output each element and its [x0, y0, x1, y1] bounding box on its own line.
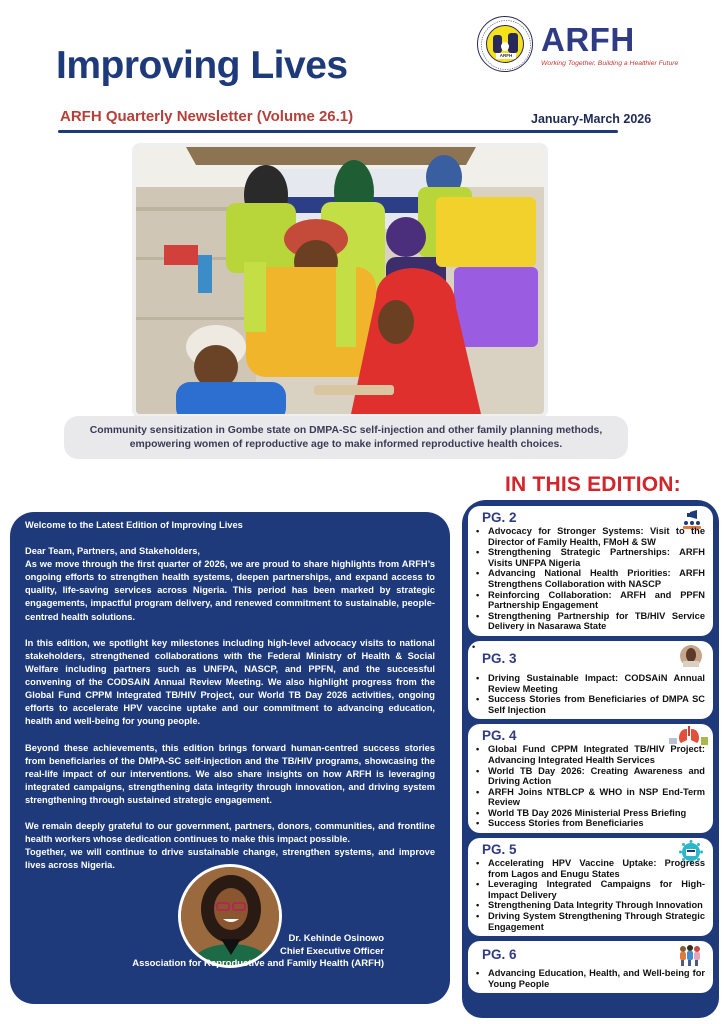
toc-item[interactable]: • Global Fund CPPM Integrated TB/HIV Project: Advancing Integrated Health Services — [474, 744, 705, 765]
toc-page-label: PG. 5 — [482, 842, 517, 858]
toc-item[interactable]: • Driving Sustainable Impact: CODSAiN Annual Review Meeting — [474, 673, 705, 694]
signature-block — [132, 933, 384, 971]
table-of-contents — [462, 500, 719, 1018]
header-divider — [58, 130, 618, 133]
welcome-paragraph: We remain deeply grateful to our government, partners, donors, communities, and frontline health workers whose dedication continues to make this impact possible. — [25, 821, 435, 845]
toc-item[interactable]: • ARFH Joins NTBLCP & WHO in NSP End-Term Review — [474, 787, 705, 808]
photo-caption: Community sensitization in Gombe state on DMPA-SC self-injection and other family planning methods, empowering women of reproductive age to make informed reproductive health choices. — [64, 416, 628, 459]
toc-item[interactable]: • Strengthening Strategic Partnerships: ARFH Visits UNFPA Nigeria — [474, 547, 705, 568]
toc-section-pg5[interactable] — [468, 838, 713, 936]
toc-item[interactable]: • Accelerating HPV Vaccine Uptake: Progress from Lagos and Enugu States — [474, 858, 705, 879]
toc-section-pg2[interactable] — [468, 506, 713, 636]
arfh-seal-icon — [477, 16, 533, 72]
cover-photo — [132, 143, 548, 418]
logo-tagline: Working Together, Building a Healthier Future — [541, 60, 679, 67]
newsletter-subtitle: ARFH Quarterly Newsletter (Volume 26.1) — [60, 108, 354, 125]
toc-item[interactable]: • Strengthening Partnership for TB/HIV Service Delivery in Nasarawa State — [474, 611, 705, 632]
toc-item[interactable]: • World TB Day 2026 Ministerial Press Briefing — [474, 808, 705, 819]
arfh-logo — [477, 16, 717, 76]
toc-item[interactable]: • Strengthening Data Integrity Through Innovation — [474, 900, 705, 911]
toc-heading: IN THIS EDITION: — [505, 473, 681, 496]
seal-label: ARFH — [496, 53, 516, 59]
toc-page-label: PG. 3 — [482, 650, 517, 666]
welcome-paragraph: Beyond these achievements, this edition brings forward human-centred success stories from beneficiaries of the DMPA-SC self-injection and the TB/HIV programs, showcasing the real-life impact of our interventions. We also share insights on how ARFH is leveraging integrated campaigns, strengthening data integrity through innovation, and driving system strengthening through sustained strategic engagement. — [25, 742, 435, 805]
welcome-heading: Welcome to the Latest Edition of Improving Lives — [25, 520, 243, 530]
signatory-role: Chief Executive Officer — [279, 945, 384, 957]
woman-photo-icon — [679, 644, 703, 668]
toc-page-label: PG. 4 — [482, 728, 517, 744]
toc-section-pg3[interactable] — [468, 641, 713, 719]
logo-wordmark: ARFH — [541, 21, 635, 58]
toc-item[interactable]: • Success Stories from Beneficiaries of DMPA SC Self Injection — [474, 694, 705, 715]
toc-section-pg4[interactable] — [468, 724, 713, 833]
welcome-salutation: Dear Team, Partners, and Stakeholders, — [25, 546, 200, 557]
toc-page-label: PG. 6 — [482, 947, 517, 963]
young-people-icon — [677, 944, 703, 966]
toc-section-pg6[interactable] — [468, 941, 713, 993]
toc-item[interactable]: • Advocacy for Stronger Systems: Visit to the Director of Family Health, FMoH & SW — [474, 526, 705, 547]
toc-item[interactable]: • World TB Day 2026: Creating Awareness and Driving Action — [474, 766, 705, 787]
toc-page-label: PG. 2 — [482, 510, 517, 525]
welcome-paragraph: In this edition, we spotlight key milestones including high-level advocacy visits to national stakeholders, strengthened collaborations with the Federal Ministry of Health & Social Welfare including partners such as UNFPA, NASCP, and PPFN, and the successful convening of the CODSAiN Annual Review Meeting. We also highlight progress from the Global Fund CPPM Integrated TB/HIV Project, our World TB Day 2026 activities, ongoing efforts to accelerate HPV vaccine uptake and our commitment to advancing education, health and well-being for young people. — [25, 637, 435, 727]
toc-item[interactable]: • Advancing Education, Health, and Well-being for Young People — [474, 968, 705, 989]
toc-item[interactable]: • Success Stories from Beneficiaries — [474, 818, 705, 829]
toc-item[interactable]: • Driving System Strengthening Through Strategic Engagement — [474, 911, 705, 932]
signatory-name: Dr. Kehinde Osinowo — [288, 933, 384, 944]
stray-bullet: • — [472, 641, 476, 652]
toc-item[interactable]: • Reinforcing Collaboration: ARFH and PPFN Partnership Engagement — [474, 590, 705, 611]
issue-date: January-March 2026 — [531, 112, 652, 126]
lungs-icon — [669, 726, 709, 746]
welcome-letter — [10, 512, 450, 1004]
newsletter-title: Improving Lives — [56, 44, 348, 87]
toc-item[interactable]: • Leveraging Integrated Campaigns for High-Impact Delivery — [474, 879, 705, 900]
welcome-paragraph: Together, we will continue to drive sustainable change, strengthen systems, and improve lives across Nigeria. — [25, 847, 435, 871]
signatory-organization: Association for Reproductive and Family Health (ARFH) — [132, 958, 384, 970]
welcome-paragraph: As we move through the first quarter of 2026, we are proud to share highlights from ARFH’s ongoing efforts to strengthen health systems, deepen partnerships, and expand access to quality, life-saving services across Nigeria. This period has been marked by strategic engagements, impactful program delivery, and renewed commitment to sustainable, people-centred health solutions. — [25, 559, 435, 622]
toc-item[interactable]: • Advancing National Health Priorities: ARFH Strengthens Collaboration with NASCP — [474, 568, 705, 589]
